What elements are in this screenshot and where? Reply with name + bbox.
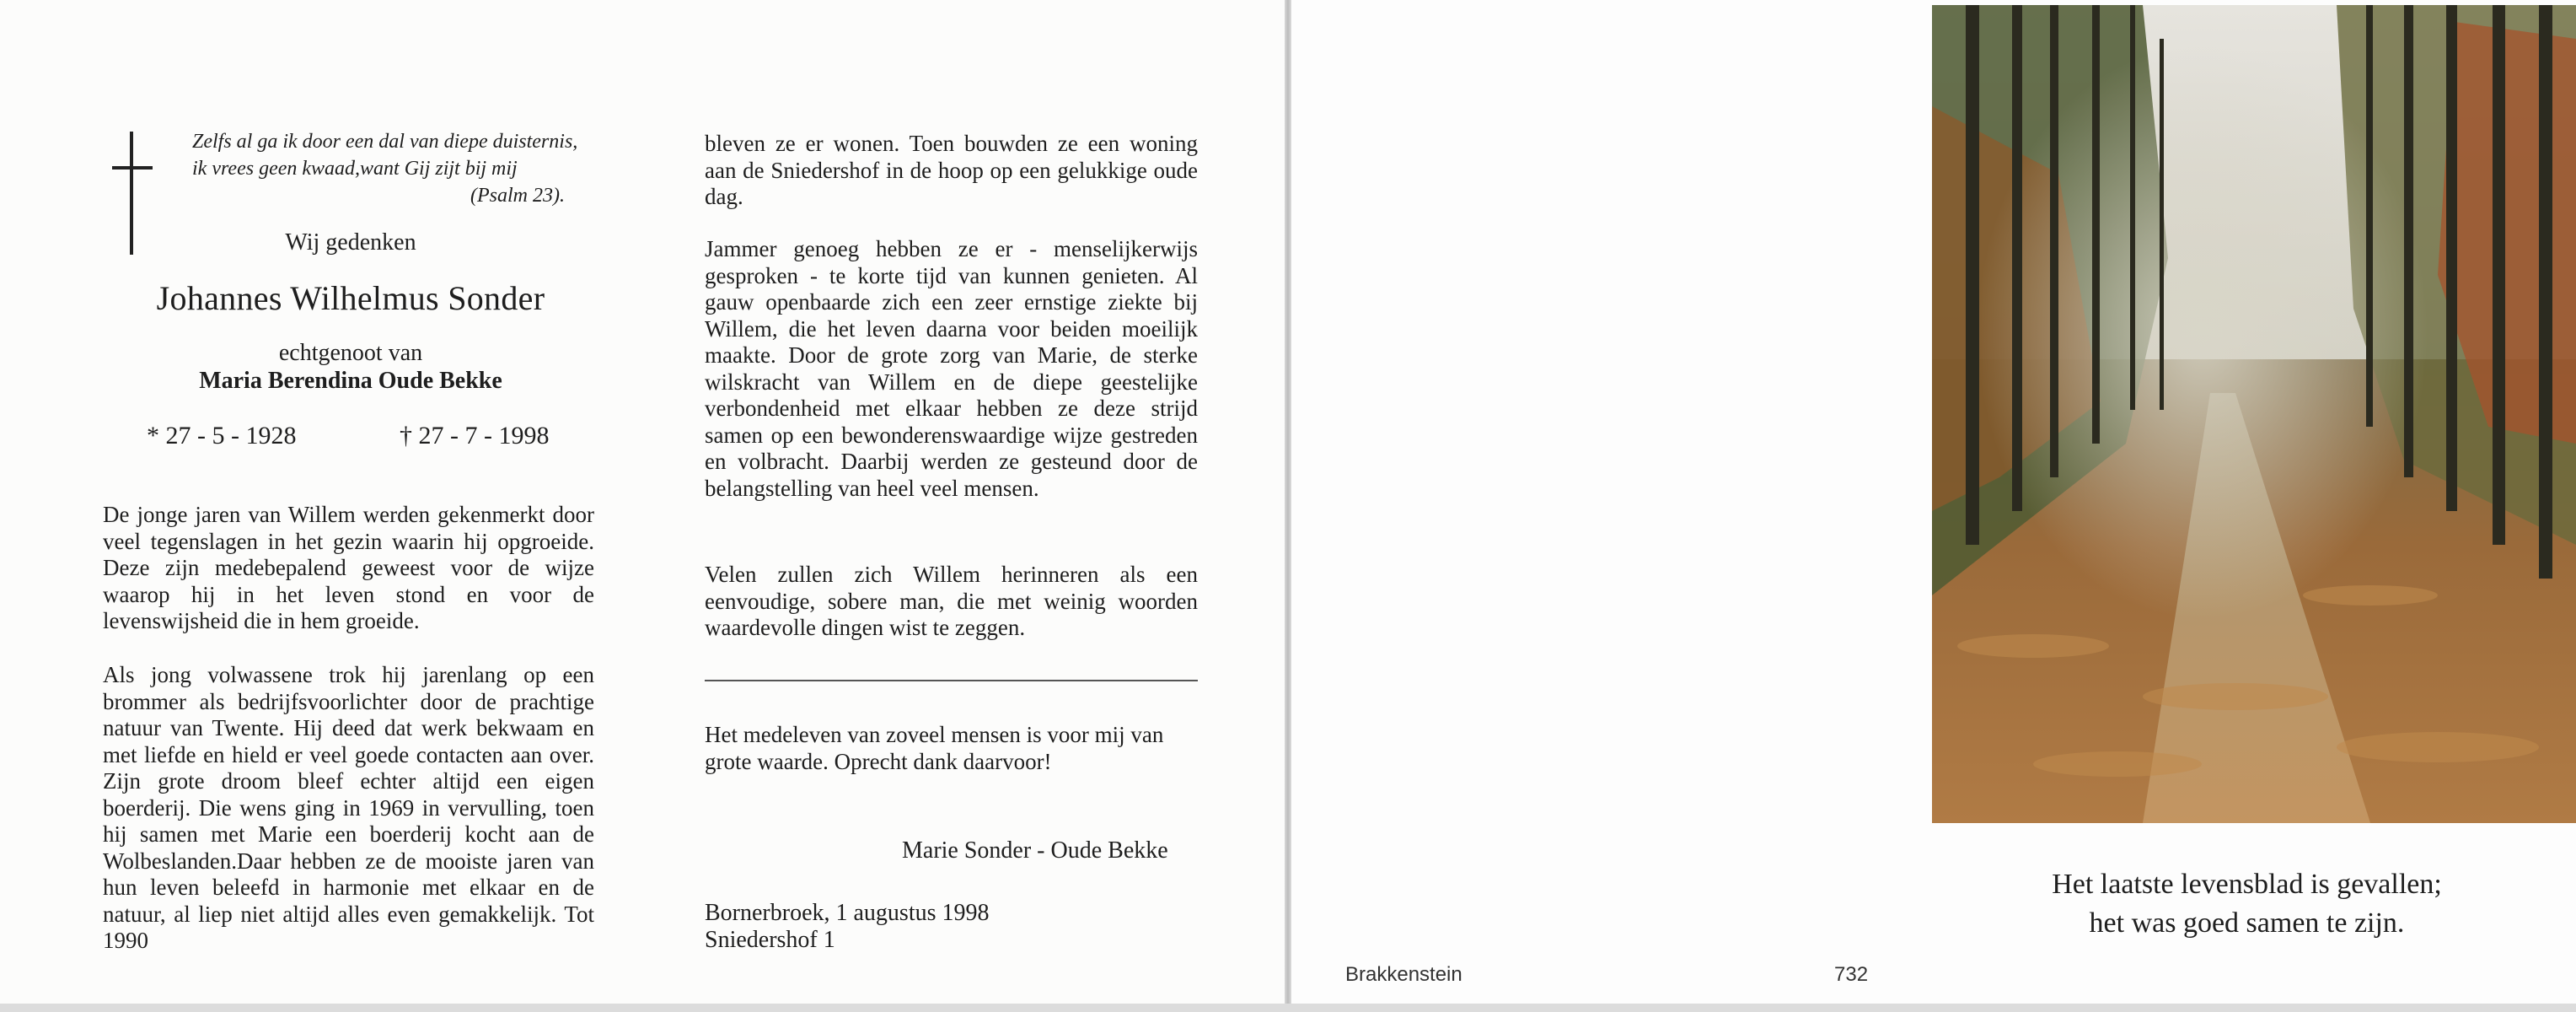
biography-paragraph-1	[103, 502, 594, 635]
page-fold	[1285, 0, 1291, 1012]
thanks-note	[705, 722, 1198, 775]
footer-source: Brakkenstein	[1345, 963, 1462, 986]
signature: Marie Sonder - Oude Bekke	[902, 837, 1168, 864]
photo-caption	[1932, 865, 2562, 943]
scan-edge	[0, 1004, 2576, 1012]
biography-paragraph-4	[705, 236, 1198, 502]
address: Sniedershof 1	[705, 927, 835, 953]
spouse-name: Maria Berendina Oude Bekke	[199, 368, 502, 394]
psalm-line-1: Zelfs al ga ik door een dal van diepe duisternis,	[192, 131, 578, 153]
forest-path-photo	[1932, 5, 2576, 823]
biography-text: Jammer genoeg hebben ze er - menselijkerwijs gesproken - te korte tijd van kunnen genieten. Al gauw openbaarde zich een zeer ernstige ziekte bij Willem, die het leven daarna voor beiden moeilijk maakte. Door de grote zorg van Marie, de sterke wilskracht van Willem en de diepe geestelijke verbondenheid met elkaar hebben ze deze strijd samen op een bewonderenswaardige wijze gestreden en volbracht. Daarbij werden ze gesteund door de belangstelling van heel veel mensen.	[705, 236, 1198, 501]
place-date: Bornerbroek, 1 augustus 1998	[705, 900, 990, 926]
intro-text: Wij gedenken	[285, 229, 416, 256]
psalm-line-2: ik vrees geen kwaad,want Gij zijt bij mij	[192, 158, 518, 180]
death-date: † 27 - 7 - 1998	[400, 422, 550, 449]
thanks-text: Het medeleven van zoveel mensen is voor mij van grote waarde. Oprecht dank daarvoor!	[705, 722, 1164, 774]
psalm-reference: (Psalm 23).	[470, 185, 565, 207]
biography-text: Als jong volwassene trok hij jarenlang op een brommer als bedrijfsvoorlichter door de prachtige natuur van Twente. Hij deed dat werk bekwaam en met liefde en hield er veel goede contacten aan over. Zijn grote droom bleef echter altijd een eigen boerderij. Die wens ging in 1969 in vervulling, toen hij samen met Marie een boerderij kocht aan de Wolbeslanden.Daar hebben ze de mooiste jaren van hun leven beleefd in harmonie met elkaar en de natuur, al liep niet altijd alles even gemakkelijk. Tot 1990	[103, 662, 594, 953]
section-divider	[705, 680, 1198, 681]
footer-number: 732	[1834, 963, 1869, 986]
biography-text: De jonge jaren van Willem werden gekenmerkt door veel tegenslagen in het gezin waarin hij opgroeide. Deze zijn medebepalend geweest voor de wijze waarop hij in het leven stond en voor de levenswijsheid die in hem groeide.	[103, 502, 594, 633]
biography-text: bleven ze er wonen. Toen bouwden ze een woning aan de Sniedershof in de hoop op een gelukkige oude dag.	[705, 131, 1198, 209]
biography-paragraph-3	[705, 131, 1198, 211]
birth-date: * 27 - 5 - 1928	[147, 422, 297, 449]
cross-icon-bar	[112, 166, 153, 170]
psalm-quote	[192, 128, 588, 209]
biography-text: Velen zullen zich Willem herinneren als een eenvoudige, sobere man, die met weinig woorden waardevolle dingen wist te zeggen.	[705, 562, 1198, 640]
left-page	[0, 0, 1285, 1012]
place-and-address	[705, 900, 990, 954]
deceased-name: Johannes Wilhelmus Sonder	[156, 279, 545, 317]
spouse-label: echtgenoot van	[278, 340, 423, 366]
caption-line-2: het was goed samen te zijn.	[2089, 907, 2405, 939]
caption-line-1: Het laatste levensblad is gevallen;	[2052, 869, 2442, 900]
biography-paragraph-5	[705, 562, 1198, 642]
biography-paragraph-2	[103, 662, 594, 955]
